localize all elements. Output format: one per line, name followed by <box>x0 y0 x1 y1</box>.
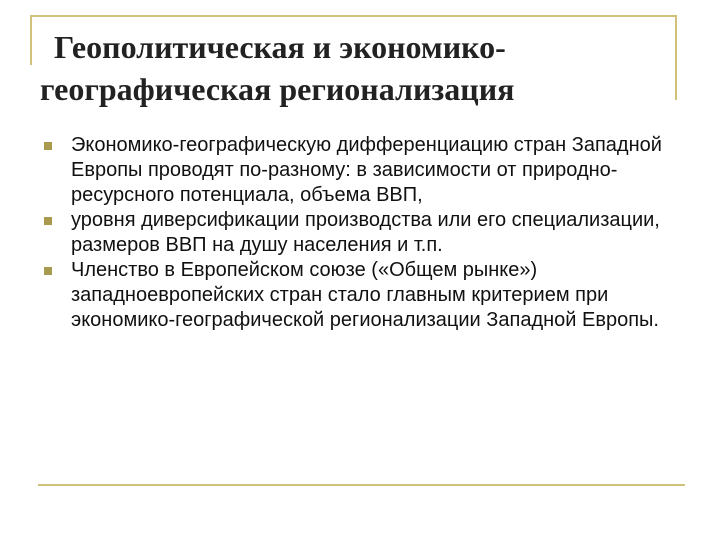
bullet-item <box>38 258 688 333</box>
bullet-item <box>38 133 688 208</box>
square-bullet-icon <box>44 267 52 275</box>
slide-title <box>32 26 672 110</box>
bullet-text: Экономико-географическую дифференциацию стран Западной Европы проводят по-разному: в зависимости от природно-ресурсного потенциала, объема ВВП, <box>71 134 662 206</box>
top-rule <box>30 15 677 17</box>
bullet-list <box>38 133 688 333</box>
bottom-rule <box>38 484 685 486</box>
title-line-1: Геополитическая и экономико- <box>54 29 506 65</box>
square-bullet-icon <box>44 142 52 150</box>
title-line-2: географическая регионализация <box>40 71 515 107</box>
square-bullet-icon <box>44 217 52 225</box>
right-rule <box>675 15 677 100</box>
bullet-text: Членство в Европейском союзе («Общем рынке») западноевропейских стран стало главным критерием при экономико-географической регионализации Западной Европы. <box>71 259 659 331</box>
bullet-item <box>38 208 688 258</box>
bullet-text: уровня диверсификации производства или его специализации, размеров ВВП на душу населения и т.п. <box>71 209 660 256</box>
